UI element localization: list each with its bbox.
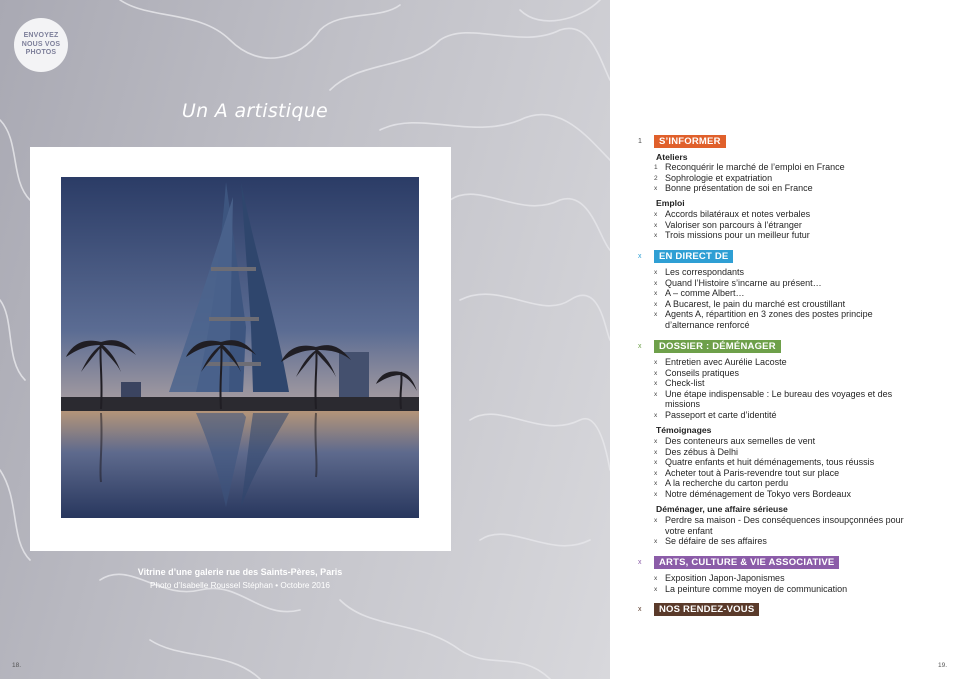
- section-number: 1: [638, 138, 642, 145]
- item-label: Quand l’Histoire s’incarne au présent…: [665, 277, 822, 288]
- item-label: Bonne présentation de soi en France: [665, 183, 813, 193]
- item-number: x: [654, 221, 658, 229]
- photo-caption-credit: Photo d’Isabelle Roussel Stéphan • Octobre 2016: [150, 581, 330, 590]
- right-page: [610, 0, 960, 679]
- item-number: x: [654, 369, 658, 377]
- item-number: x: [654, 359, 658, 366]
- item-number: x: [654, 311, 658, 318]
- item-label: Une étape indispensable : Le bureau des voyages et des missions: [665, 388, 893, 410]
- item-label: Check-list: [665, 378, 705, 388]
- subheading-demenager-affaire-serieuse: Déménager, une affaire sérieuse: [656, 504, 788, 514]
- item-label: Agents A, répartition en 3 zones des postes principe d’alternance renforcé: [665, 309, 873, 330]
- section-sinformer[interactable]: [638, 135, 726, 148]
- item-label: Entretien avec Aurélie Lacoste: [665, 357, 787, 367]
- section-en-direct-de[interactable]: [638, 250, 733, 263]
- section-nos-rendez-vous[interactable]: [638, 603, 759, 616]
- item-label: Accords bilatéraux et notes verbales: [665, 209, 811, 219]
- item-number: 2: [654, 174, 658, 182]
- list-item[interactable]: [654, 515, 917, 536]
- item-label: Exposition Japon-Japonismes: [665, 573, 785, 583]
- item-number: x: [654, 490, 658, 498]
- item-number: x: [654, 290, 658, 297]
- send-photos-badge[interactable]: [14, 18, 68, 72]
- section-number: x: [638, 559, 642, 566]
- item-label: Conseils pratiques: [665, 367, 740, 378]
- page-number-left: 18.: [12, 662, 22, 669]
- section-number: x: [638, 253, 642, 260]
- item-number: x: [654, 480, 658, 487]
- item-number: x: [654, 211, 658, 218]
- section-title: ARTS, CULTURE & VIE ASSOCIATIVE: [654, 556, 839, 569]
- section-title: NOS RENDEZ-VOUS: [654, 603, 759, 616]
- section-arts-culture[interactable]: [638, 556, 839, 569]
- item-number: x: [654, 585, 658, 593]
- item-label: A – comme Albert…: [665, 288, 745, 298]
- item-label: Acheter tout à Paris-revendre tout sur place: [665, 467, 840, 478]
- item-number: x: [654, 438, 658, 445]
- subheading-temoignages: Témoignages: [656, 425, 712, 435]
- item-number: x: [654, 269, 658, 276]
- item-number: x: [654, 517, 658, 524]
- list-item[interactable]: [654, 536, 935, 548]
- item-number: x: [654, 459, 658, 466]
- list-item[interactable]: [654, 410, 935, 422]
- item-label: Valoriser son parcours à l’étranger: [665, 219, 802, 230]
- section-title: S’INFORMER: [654, 135, 726, 148]
- list-item[interactable]: [654, 230, 935, 242]
- photo-caption-title: Vitrine d’une galerie rue des Saints-Pères, Paris: [137, 567, 343, 577]
- page-number-right: 19.: [938, 662, 948, 669]
- item-label: Perdre sa maison - Des conséquences insoupçonnées pour votre enfant: [665, 515, 904, 536]
- item-label: Les correspondants: [665, 267, 745, 277]
- section-dossier-demenager[interactable]: [638, 340, 781, 353]
- item-number: x: [654, 390, 658, 398]
- section-number: x: [638, 343, 642, 350]
- item-label: Passeport et carte d’identité: [665, 410, 777, 420]
- item-number: x: [654, 469, 658, 477]
- item-label: Des zébus à Delhi: [665, 446, 739, 457]
- list-item[interactable]: [654, 584, 935, 596]
- item-number: x: [654, 300, 658, 308]
- list-item[interactable]: [654, 309, 915, 330]
- bahrain-towers-photo: [61, 177, 419, 518]
- section-title: EN DIRECT DE: [654, 250, 733, 263]
- item-number: x: [654, 448, 658, 456]
- item-label: Se défaire de ses affaires: [665, 536, 767, 546]
- item-number: x: [654, 538, 658, 545]
- item-label: A Bucarest, le pain du marché est croustillant: [665, 298, 846, 309]
- item-number: x: [654, 575, 658, 582]
- item-label: Sophrologie et expatriation: [665, 172, 773, 183]
- item-label: La peinture comme moyen de communication: [665, 583, 848, 594]
- page-title: Un A artistique: [181, 100, 329, 122]
- item-label: Notre déménagement de Tokyo vers Bordeaux: [665, 488, 851, 499]
- subheading-ateliers: Ateliers: [656, 152, 688, 162]
- section-title: DOSSIER : DÉMÉNAGER: [654, 340, 781, 353]
- item-label: Trois missions pour un meilleur futur: [665, 230, 810, 240]
- badge-label: ENVOYEZ NOUS VOS PHOTOS: [21, 32, 61, 57]
- item-label: Reconquérir le marché de l’emploi en France: [665, 162, 845, 172]
- item-number: x: [654, 232, 658, 239]
- list-item[interactable]: [654, 183, 935, 195]
- section-number: x: [638, 606, 642, 613]
- item-label: Quatre enfants et huit déménagements, tous réussis: [665, 457, 875, 467]
- item-number: x: [654, 412, 658, 419]
- item-number: x: [654, 185, 658, 192]
- subheading-emploi: Emploi: [656, 198, 685, 208]
- photo-frame: [30, 147, 451, 551]
- item-label: A la recherche du carton perdu: [665, 478, 789, 488]
- item-number: 1: [654, 164, 658, 171]
- item-number: x: [654, 380, 658, 387]
- list-item[interactable]: [654, 489, 935, 501]
- item-label: Des conteneurs aux semelles de vent: [665, 436, 816, 446]
- table-of-contents: [610, 0, 960, 679]
- item-number: x: [654, 279, 658, 287]
- list-item[interactable]: [654, 389, 895, 410]
